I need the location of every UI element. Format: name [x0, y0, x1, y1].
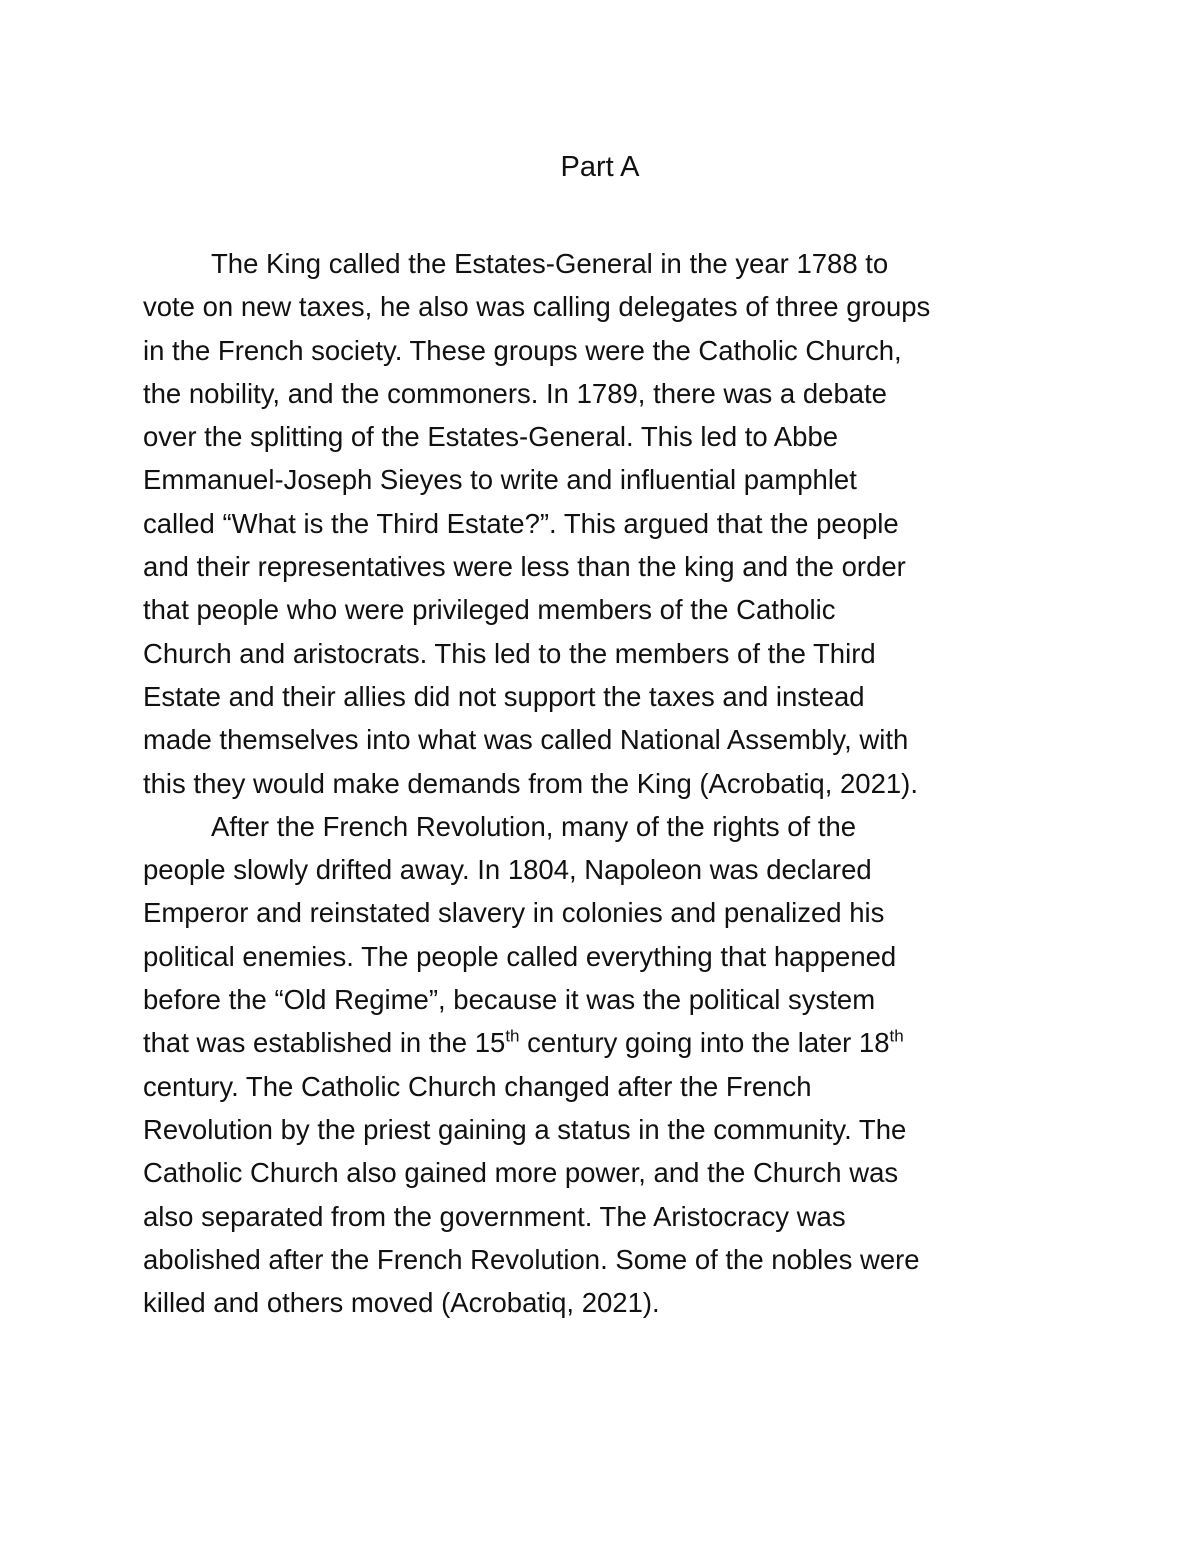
paragraph-line: people slowly drifted away. In 1804, Napoleon was declared — [143, 854, 872, 886]
paragraph-line: over the splitting of the Estates-General. This led to Abbe — [143, 421, 839, 453]
paragraph-line: before the “Old Regime”, because it was the political system — [143, 984, 876, 1016]
paragraph-line: Estate and their allies did not support the taxes and instead — [143, 680, 865, 712]
paragraph-line: political enemies. The people called everything that happened — [143, 940, 897, 972]
paragraph-line: the nobility, and the commoners. In 1789, there was a debate — [143, 377, 887, 409]
ordinal-superscript: th — [505, 1026, 520, 1046]
paragraph-line: made themselves into what was called National Assembly, with — [143, 724, 909, 756]
text-segment: that was established in the 15 — [143, 1027, 506, 1059]
paragraph-line: this they would make demands from the King (Acrobatiq, 2021). — [143, 767, 918, 799]
paragraph-line: also separated from the government. The Aristocracy was — [143, 1200, 846, 1232]
paragraph-line: Church and aristocrats. This led to the members of the Third — [143, 637, 876, 669]
paragraph-line: Catholic Church also gained more power, and the Church was — [143, 1157, 899, 1189]
document-body — [143, 242, 1073, 1324]
paragraph-line: killed and others moved (Acrobatiq, 2021). — [143, 1287, 660, 1319]
paragraph-line: that people who were privileged members of the Catholic — [143, 594, 836, 626]
paragraph-line-with-superscript — [143, 1021, 1073, 1064]
page-title: Part A — [560, 151, 640, 183]
paragraph-line: and their representatives were less than the king and the order — [143, 551, 906, 583]
paragraph-2 — [143, 805, 1073, 1325]
paragraph-line: abolished after the French Revolution. Some of the nobles were — [143, 1243, 920, 1275]
paragraph-line: The King called the Estates-General in the year 1788 to — [211, 248, 889, 279]
paragraph-line: Emmanuel-Joseph Sieyes to write and influential pamphlet — [143, 464, 857, 496]
text-segment: century going into the later 18 — [519, 1027, 890, 1059]
paragraph-line: vote on new taxes, he also was calling delegates of three groups — [143, 291, 931, 323]
paragraph-line: After the French Revolution, many of the rights of the — [211, 810, 857, 842]
paragraph-line: called “What is the Third Estate?”. This argued that the people — [143, 507, 899, 539]
paragraph-line: Revolution by the priest gaining a status in the community. The — [143, 1113, 907, 1145]
paragraph-line: Emperor and reinstated slavery in colonies and penalized his — [143, 897, 885, 929]
paragraph-1 — [143, 242, 1073, 805]
paragraph-line: century. The Catholic Church changed after the French — [143, 1070, 812, 1102]
paragraph-line: in the French society. These groups were the Catholic Church, — [143, 334, 902, 366]
ordinal-superscript: th — [889, 1026, 904, 1046]
